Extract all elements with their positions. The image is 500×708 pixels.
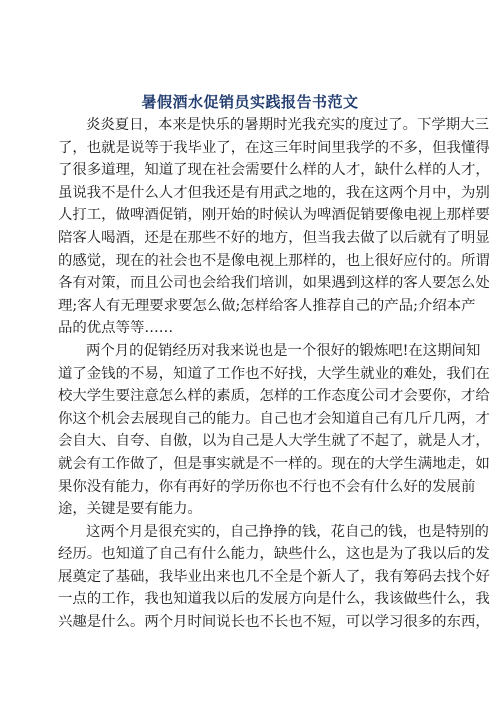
text-line: 虽说我不是什么人才但我还是有用武之地的，我在这两个月中，为别: [58, 184, 490, 201]
text-line: 品的优点等等……: [58, 320, 174, 337]
paragraph-2: [58, 340, 490, 521]
text-line: 就会有工作做了，但是事实就是不一样的。现在的大学生满地走，如: [58, 455, 490, 472]
text-line: 这两个月是很充实的，自己挣挣的钱，花自己的钱，也是特别的: [86, 523, 489, 540]
text-line: 了很多道理，知道了现在社会需要什么样的人才，缺什么样的人才，: [58, 162, 490, 179]
paragraph-3: [58, 521, 490, 634]
text-line: 途，关键是要有能力。: [58, 501, 202, 518]
document-body: [58, 114, 490, 634]
text-line: 经历。也知道了自己有什么能力，缺些什么，这也是为了我以后的发: [58, 546, 490, 563]
text-line: 人打工，做啤酒促销，刚开始的时候认为啤酒促销要像电视上那样要: [58, 207, 490, 224]
text-line: 道了金钱的不易，知道了工作也不好找，大学生就业的难处，我们在: [58, 365, 490, 382]
text-line: 展奠定了基础，我毕业出来也几不全是个新人了，我有筹码去找个好: [58, 568, 490, 585]
text-line: 了，也就是说等于我毕业了，在这三年时间里我学的不多，但我懂得: [58, 139, 490, 156]
text-line: 两个月的促销经历对我来说也是一个很好的锻炼吧!在这期间知: [86, 342, 481, 359]
text-line: 各有对策，而且公司也会给我们培训，如果遇到这样的客人要怎么处: [58, 275, 490, 292]
text-line: 一点的工作，我也知道我以后的发展方向是什么，我该做些什么，我: [58, 591, 490, 608]
text-line: 校大学生要注意怎么样的素质，怎样的工作态度公司才会要你，才给: [58, 388, 490, 405]
text-line: 陪客人喝酒，还是在那些不好的地方，但当我去做了以后就有了明显: [58, 229, 490, 246]
text-line: 炎炎夏日，本来是快乐的暑期时光我充实的度过了。下学期大三: [86, 117, 489, 133]
document-title: 暑假酒水促销员实践报告书范文: [141, 93, 359, 111]
text-line: 的感觉，现在的社会也不是像电视上那样的，也上很好应付的。所谓: [58, 252, 490, 269]
text-line: 会自大、自夸、自傲，以为自己是人大学生就了不起了，就是人才，: [58, 433, 490, 450]
text-line: 果你没有能力，你有再好的学历你也不行也不会有什么好的发展前: [58, 478, 476, 495]
text-line: 你这个机会去展现自己的能力。自己也才会知道自己有几斤几两，才: [58, 410, 490, 427]
text-line: 兴趣是什么。两个月时间说长也不长也不短，可以学习很多的东西，: [58, 614, 490, 631]
text-line: 理;客人有无理要求要怎么做;怎样给客人推荐自己的产品;介绍本产: [58, 297, 476, 314]
paragraph-1: [58, 114, 490, 340]
